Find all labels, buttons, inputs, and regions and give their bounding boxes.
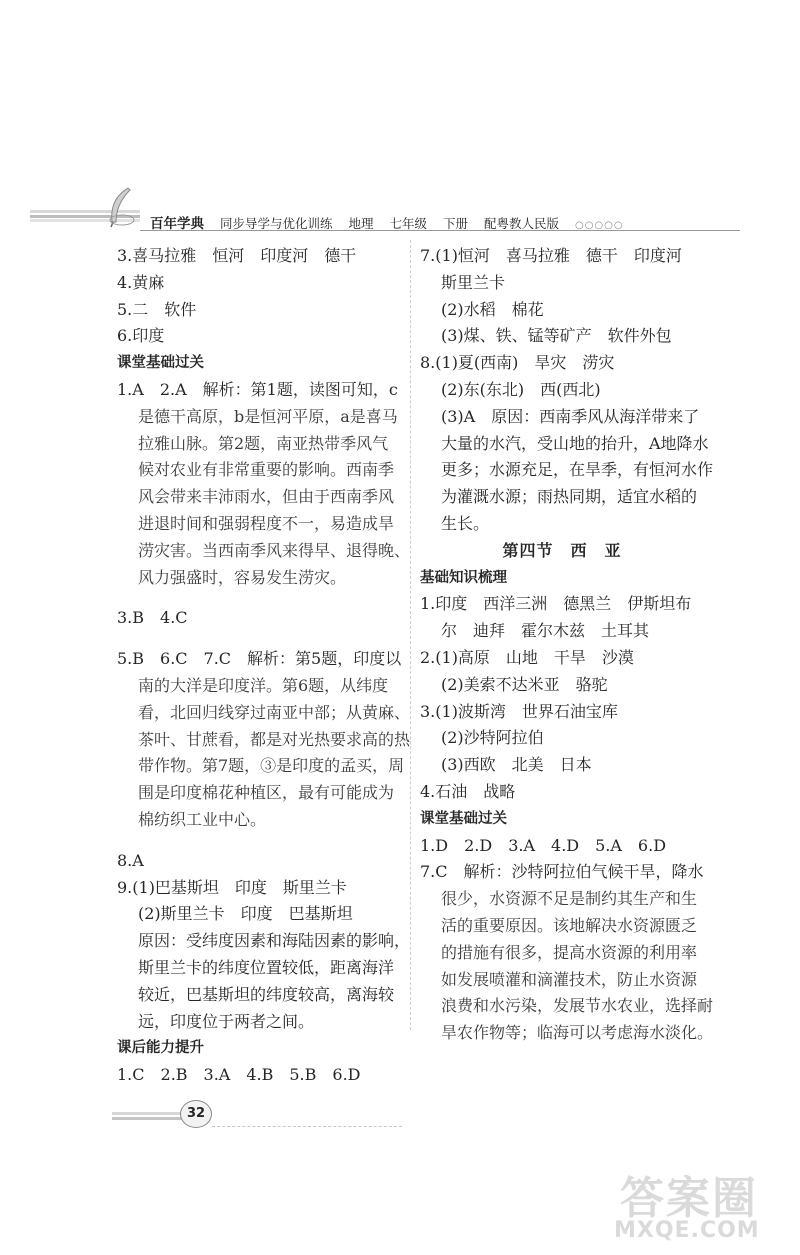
- header-brand: 百年学典: [150, 216, 204, 232]
- explanation-line: 涝灾害。当西南季风来得早、退得晚、: [138, 540, 411, 560]
- section-heading: 课后能力提升: [117, 1040, 204, 1057]
- explanation-line: 看，北回归线穿过南亚中部；从黄麻、: [138, 702, 411, 722]
- header-subject: 地理: [348, 216, 374, 231]
- answer-line: 原因：受纬度因素和海陆因素的影响，: [138, 931, 411, 951]
- answer-line: (3)煤、铁、锰等矿产 软件外包: [441, 326, 672, 346]
- explanation-line: 南的大洋是印度洋。第6题，从纬度: [138, 675, 389, 695]
- right-column: [420, 243, 714, 1047]
- answer-line: (2)沙特阿拉伯: [441, 728, 544, 748]
- explanation-line: 带作物。第7题，③是印度的孟买，周: [138, 756, 405, 776]
- answer-line: 1.C 2.B 3.A 4.B 5.B 6.D: [117, 1065, 361, 1085]
- answer-line: 3.(1)波斯湾 世界石油宝库: [420, 701, 618, 721]
- header-rule: [140, 230, 740, 231]
- header-grade: 七年级: [389, 216, 427, 231]
- answer-line: 1.印度 西洋三洲 德黑兰 伊斯坦布: [420, 594, 692, 614]
- answer-line: (2)东(东北) 西(西北): [441, 379, 601, 399]
- explanation-line: 很少，水资源不足是制约其生产和生: [441, 889, 698, 909]
- header-volume: 下册: [442, 216, 468, 231]
- answer-line: 尔 迪拜 霍尔木兹 土耳其: [441, 621, 650, 641]
- section-heading: 基础知识梳理: [420, 569, 507, 586]
- answer-line: 较近，巴基斯坦的纬度较高，离海较: [138, 984, 395, 1004]
- answer-line: (2)美索不达米亚 骆驼: [441, 674, 608, 694]
- answer-line: 3.B 4.C: [117, 608, 188, 628]
- explanation-line: 候对农业有非常重要的影响。西南季: [138, 460, 395, 480]
- answer-line: 斯里兰卡: [441, 272, 506, 292]
- answer-line: 4.黄麻: [117, 272, 165, 292]
- answer-line: 9.(1)巴基斯坦 印度 斯里兰卡: [117, 877, 347, 897]
- answer-line: 6.印度: [117, 326, 165, 346]
- answer-line: (3)西欧 北美 日本: [441, 755, 592, 775]
- explanation-line: 是德干高原，b是恒河平原，a是喜马: [138, 406, 398, 426]
- explanation-line: 活的重要原因。该地解决水资源匮乏: [441, 915, 698, 935]
- answer-line: 为灌溉水源；雨热同期，适宜水稻的: [441, 487, 698, 507]
- answer-line: 5.B 6.C 7.C 解析：第5题，印度以: [117, 649, 402, 669]
- answer-line: 8.(1)夏(西南) 旱灾 涝灾: [420, 353, 615, 373]
- answer-line: 7.(1)恒河 喜马拉雅 德干 印度河: [420, 246, 682, 265]
- section-heading: 课堂基础过关: [420, 810, 507, 827]
- answer-line: (3)A 原因：西南季风从海洋带来了: [441, 406, 700, 426]
- page-number: 32: [180, 1100, 212, 1128]
- explanation-line: 风会带来丰沛雨水，但由于西南季风: [138, 487, 395, 507]
- answer-line: 斯里兰卡的纬度位置较低，距离海洋: [138, 957, 395, 977]
- explanation-line: 如发展喷灌和滴灌技术，防止水资源: [441, 969, 698, 989]
- answer-line: (2)斯里兰卡 印度 巴基斯坦: [138, 904, 353, 924]
- answer-line: 1.D 2.D 3.A 4.D 5.A 6.D: [420, 835, 667, 855]
- header-title: [150, 212, 636, 232]
- answer-line: (2)水稻 棉花: [441, 299, 544, 319]
- explanation-line: 围是印度棉花种植区，最有可能成为: [138, 783, 395, 803]
- section-title: 第四节 西 亚: [502, 540, 622, 560]
- watermark-logo: 答案圈: [620, 1173, 758, 1224]
- watermark: [612, 1162, 792, 1252]
- answer-line: 7.C 解析：沙特阿拉伯气候干旱，降水: [420, 862, 704, 882]
- header-series: 同步导学与优化训练: [219, 216, 333, 231]
- answer-line: 4.石油 战略: [420, 781, 516, 801]
- column-divider: [410, 240, 411, 1030]
- explanation-line: 浪费和水污染，发展节水农业，选择耐: [441, 996, 714, 1016]
- explanation-line: 棉纺织工业中心。: [138, 809, 267, 829]
- feather-quill-icon: [100, 186, 140, 228]
- answer-line: 3.喜马拉雅 恒河 印度河 德干: [117, 246, 357, 265]
- section-heading: 课堂基础过关: [117, 355, 204, 372]
- answer-line: 5.二 软件: [117, 299, 197, 319]
- explanation-line: 进退时间和强弱程度不一，易造成旱: [138, 513, 395, 533]
- answer-line: 2.(1)高原 山地 干旱 沙漠: [420, 647, 634, 667]
- answer-line: 远，印度位于两者之间。: [138, 1011, 315, 1031]
- header-dots: ○○○○○: [574, 220, 624, 231]
- explanation-line: 旱农作物等；临海可以考虑海水淡化。: [441, 1023, 714, 1043]
- explanation-line: 拉雅山脉。第2题，南亚热带季风气: [138, 433, 389, 453]
- left-column: [117, 243, 411, 1089]
- watermark-domain: MXQE.COM: [614, 1218, 760, 1243]
- answer-line: 1.A 2.A 解析：第1题，读图可知，c: [117, 379, 398, 399]
- explanation-line: 的措施有很多，提高水资源的利用率: [441, 942, 698, 962]
- answer-line: 8.A: [117, 850, 144, 870]
- explanation-line: 风力强盛时，容易发生涝灾。: [138, 567, 347, 587]
- page-footer: [112, 1098, 302, 1138]
- page-header: [30, 186, 780, 236]
- answer-line: 更多；水源充足，在旱季，有恒河水作: [441, 460, 714, 480]
- answer-line: 生长。: [441, 513, 490, 533]
- answer-line: 大量的水汽，受山地的抬升，A地降水: [441, 433, 709, 453]
- explanation-line: 茶叶、甘蔗看，都是对光热要求高的热: [138, 729, 411, 749]
- header-edition: 配粤教人民版: [483, 216, 559, 231]
- footer-rule: [212, 1126, 402, 1127]
